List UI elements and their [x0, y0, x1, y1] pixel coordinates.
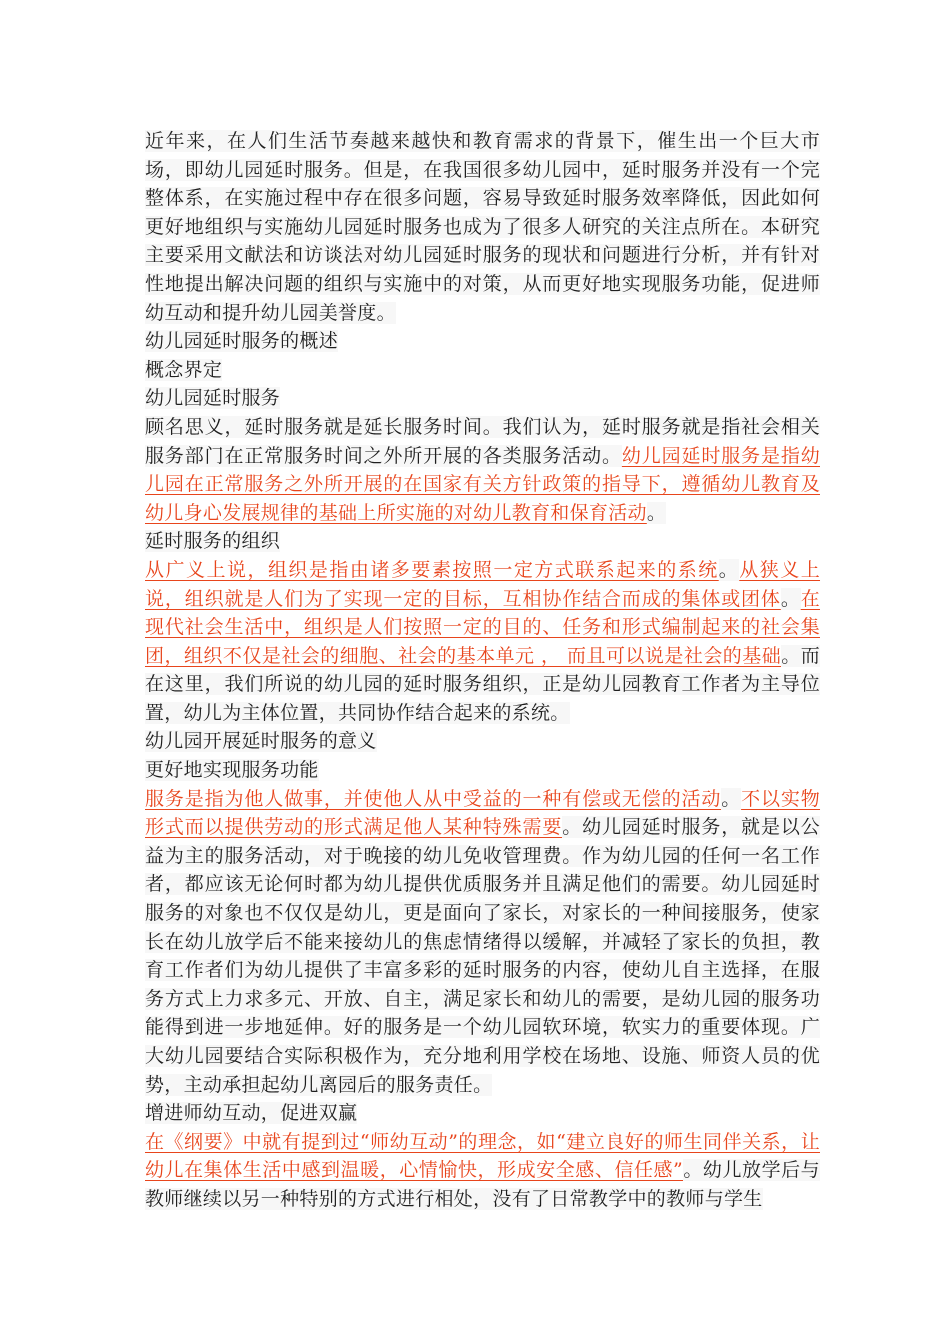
highlighted-citation-text: 在现代社会生活中，组织是人们按照一定的目的、任务和形式编制起来的社会集团，组织不仅是社会的细胞、社会的基本单元 ， 而且可以说是社会的基础	[145, 587, 820, 667]
paragraph-heading-1-2	[145, 727, 820, 756]
text-run: 。	[721, 787, 742, 810]
text-run: 幼儿园开展延时服务的意义	[145, 730, 377, 753]
text-run: 。	[718, 558, 740, 581]
paragraph-interaction	[145, 1128, 820, 1214]
highlighted-citation-text: 从广义上说，组织是指由诸多要素按照一定方式联系起来的系统	[145, 558, 719, 581]
paragraph-heading-1-2-2	[145, 1099, 820, 1128]
text-run: 。	[646, 501, 667, 524]
text-run: 近年来，在人们生活节奏越来越快和教育需求的背景下，催生出一个巨大市场，即幼儿园延时服务。但是，在我国很多幼儿园中，延时服务并没有一个完整体系，在实施过程中存在很多问题，容易导致延时服务效率降低，因此如何更好地组织与实施幼儿园延时服务也成为了很多人研究的关注点所在。本研究主要采用文献法和访谈法对幼儿园延时服务的现状和问题进行分析，并有针对性地提出解决问题的组织与实施中的对策，从而更好地实现服务功能，促进师幼互动和提升幼儿园美誉度。	[145, 130, 820, 324]
paragraph-service	[145, 785, 820, 1100]
document-body	[145, 127, 820, 1214]
text-run: 。而在这里，我们所说的幼儿园的延时服务组织，正是幼儿园教育工作者为主导位置，幼儿为主体位置，共同协作结合起来的系统。	[145, 644, 820, 724]
text-run: 。幼儿园延时服务，就是以公益为主的服务活动，对于晚接的幼儿免收管理费。作为幼儿园的任何一名工作者，都应该无论何时都为幼儿提供优质服务并且满足他们的需要。幼儿园延时服务的对象也不仅仅是幼儿，更是面向了家长，对家长的一种间接服务，使家长在幼儿放学后不能来接幼儿的焦虑情绪得以缓解，并减轻了家长的负担，教育工作者们为幼儿提供了丰富多彩的延时服务的内容，使幼儿自主选择，在服务方式上力求多元、开放、自主，满足家长和幼儿的需要，是幼儿园的服务功能得到进一步地延伸。好的服务是一个幼儿园软环境，软实力的重要体现。广大幼儿园要结合实际积极作为，充分地利用学校在场地、设施、师资人员的优势，主动承担起幼儿离园后的服务责任。	[145, 816, 820, 1096]
paragraph-definition	[145, 413, 820, 527]
highlighted-citation-text: 不以实物形式而以提供劳动的形式满足他人某种特殊需要	[145, 787, 821, 839]
text-run: 概念界定	[145, 358, 223, 381]
highlighted-citation-text: 在《纲要》中就有提到过“师幼互动”的理念，如“建立良好的师生同伴关系，让幼儿在集体生活中感到温暖，心情愉快，形成安全感、信任感”	[145, 1130, 820, 1182]
paragraph-heading-1-1-2	[145, 527, 820, 556]
paragraph-heading-1-1	[145, 356, 820, 385]
paragraph-heading-1-2-1	[145, 756, 820, 785]
paragraph-intro	[145, 127, 820, 327]
text-run: 延时服务的组织	[145, 530, 281, 553]
text-run: 。幼儿放学后与教师继续以另一种特别的方式进行相处，没有了日常教学中的教师与学生	[145, 1159, 820, 1210]
text-run: 更好地实现服务功能	[145, 759, 319, 782]
paragraph-organization	[145, 556, 820, 728]
paragraph-heading-1-1-1	[145, 384, 820, 413]
text-run: 。	[780, 587, 801, 610]
paragraph-heading-1	[145, 327, 820, 356]
highlighted-citation-text: 幼儿园延时服务是指幼儿园在正常服务之外所开展的在国家有关方针政策的指导下，遵循幼儿教育及幼儿身心发展规律的基础上所实施的对幼儿教育和保育活动	[145, 444, 820, 524]
text-run: 增进师幼互动，促进双赢	[145, 1102, 358, 1125]
text-run: 幼儿园延时服务的概述	[145, 330, 339, 353]
highlighted-citation-text: 从狭义上说，组织就是人们为了实现一定的目标，互相协作结合而成的集体或团体	[145, 558, 821, 610]
text-run: 幼儿园延时服务	[145, 387, 281, 410]
text-run: 顾名思义，延时服务就是延长服务时间。我们认为，延时服务就是指社会相关服务部门在正常服务时间之外所开展的各类服务活动。	[145, 415, 820, 467]
highlighted-citation-text: 服务是指为他人做事，并使他人从中受益的一种有偿或无偿的活动	[145, 787, 722, 810]
